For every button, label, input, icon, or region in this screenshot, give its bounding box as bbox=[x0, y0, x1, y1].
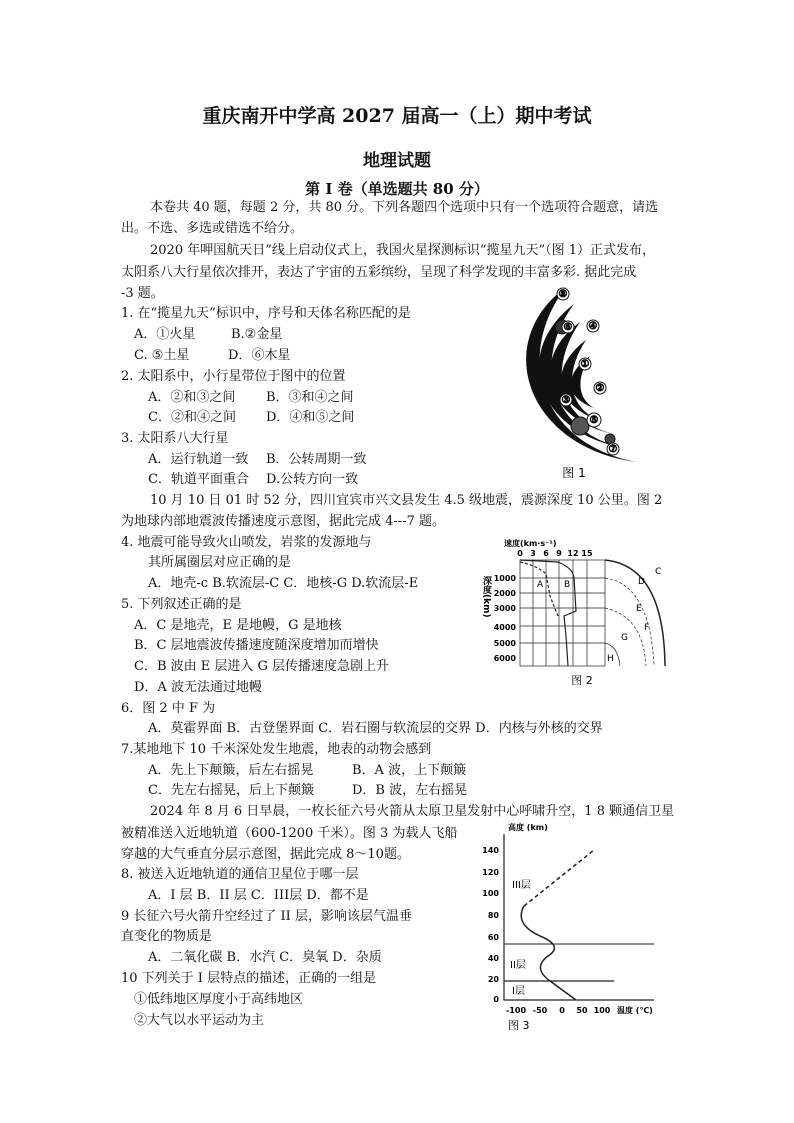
fig1-label-5: ⑤ bbox=[589, 415, 599, 426]
passage2-line-1: 10 月 10 日 01 时 52 分，四川宜宾市兴文县发生 4.5 级地震，震源深度 10 公里。图 2 bbox=[150, 493, 663, 508]
fig1-label-4: ④ bbox=[588, 321, 598, 332]
q3-stem: 3. 太阳系八大行星 bbox=[121, 431, 229, 446]
q5-option-b: B．C 层地震波传播速度随深度增加而增快 bbox=[134, 638, 379, 653]
q9-stem-2: 直变化的物质是 bbox=[121, 929, 213, 944]
passage1-line-3: -3 题。 bbox=[121, 286, 164, 301]
fig3-height-tick: 140 bbox=[482, 846, 499, 855]
page-title: 重庆南开中学高 2027 届高一（上）期中考试 bbox=[202, 105, 592, 127]
fig3-layer-1: I层 bbox=[512, 986, 525, 997]
fig2-layer-e: E bbox=[636, 604, 642, 614]
q3-option-c: C．轨道平面重合 bbox=[148, 472, 249, 487]
fig3-layer-3: III层 bbox=[512, 880, 531, 891]
q5-option-c: C．B 波由 E 层进入 G 层传播速度急剧上升 bbox=[134, 659, 390, 674]
figure-3-atmosphere-layers bbox=[474, 820, 660, 1034]
fig2-layer-c: C bbox=[655, 567, 662, 577]
q1-option-a: A．①火星 bbox=[134, 327, 196, 342]
fig3-temp-tick: -50 bbox=[532, 1006, 548, 1015]
fig3-temp-tick: 100 bbox=[593, 1006, 611, 1015]
q1-option-b: B.②金星 bbox=[231, 327, 283, 342]
q6-options: A．莫霍界面 B．古登堡界面 C．岩石圈与软流层的交界 D．内核与外核的交界 bbox=[148, 721, 603, 736]
figure-1-planet-logo bbox=[496, 282, 646, 482]
fig2-wave-b: B bbox=[564, 580, 571, 590]
q7-option-d: D．B 波，左右摇晃 bbox=[352, 783, 468, 798]
fig3-height-label: 高度 (km) bbox=[508, 823, 548, 832]
fig1-label-8: ⑧ bbox=[558, 289, 568, 300]
q6-stem: 6．图 2 中 F 为 bbox=[121, 701, 216, 716]
intro-line-2: 出。不选、多选或错选不给分。 bbox=[121, 221, 304, 236]
fig2-depth-tick: 2000 bbox=[493, 589, 516, 598]
fig2-depth-tick: 6000 bbox=[493, 654, 516, 663]
fig2-depth-tick: 1000 bbox=[493, 574, 516, 583]
fig2-speed-tick: 15 bbox=[581, 549, 593, 558]
section-title: 第 I 卷（单选题共 80 分） bbox=[305, 180, 489, 198]
q2-option-b: B．③和④之间 bbox=[266, 390, 354, 405]
fig1-caption: 图 1 bbox=[562, 466, 586, 480]
q10-stem: 10 下列关于 I 层特点的描述，正确的一组是 bbox=[121, 971, 377, 986]
q1-stem: 1. 在“揽星九天”标识中，序号和天体名称匹配的是 bbox=[121, 306, 411, 321]
q10-item-2: ②大气以水平运动为主 bbox=[134, 1013, 265, 1028]
fig2-speed-tick: 0 bbox=[517, 549, 523, 558]
fig2-wave-a: A bbox=[537, 580, 544, 590]
q1-option-c: C. ⑤土星 bbox=[134, 348, 190, 363]
passage2-line-2: 为地球内部地震波传播速度示意图，据此完成 4---7 题。 bbox=[121, 514, 445, 529]
fig1-label-2: ② bbox=[595, 383, 605, 394]
fig3-height-tick: 40 bbox=[487, 954, 499, 963]
fig2-speed-tick: 9 bbox=[556, 549, 562, 558]
q5-option-a: A．C 是地壳，E 是地幔，G 是地核 bbox=[134, 618, 342, 633]
fig3-height-tick: 0 bbox=[493, 995, 499, 1004]
q2-option-c: C．②和④之间 bbox=[148, 410, 236, 425]
fig2-layer-d: D bbox=[638, 577, 645, 587]
q4-options: A．地壳-c B.软流层-C C．地核-G D.软流层-E bbox=[148, 576, 419, 591]
passage1-line-2: 太阳系八大行星依次排开，表达了宇宙的五彩缤纷，呈现了科学发现的丰富多彩. 据此完成 bbox=[121, 265, 637, 280]
q7-option-c: C．先左右摇晃，后上下颠簸 bbox=[148, 783, 314, 798]
fig3-height-tick: 80 bbox=[487, 911, 499, 920]
fig2-speed-tick: 12 bbox=[567, 549, 579, 558]
fig3-temp-tick: 0 bbox=[559, 1006, 565, 1015]
fig3-caption: 图 3 bbox=[508, 1019, 530, 1032]
fig2-caption: 图 2 bbox=[571, 674, 593, 687]
intro-line-1: 本卷共 40 题，每题 2 分，共 80 分。下列各题四个选项中只有一个选项符合题意，请选 bbox=[150, 200, 659, 215]
q3-option-a: A．运行轨道一致 bbox=[148, 452, 249, 467]
passage3-line-2: 被精准送入近地轨道（600-1200 千米）。图 3 为载人飞船 bbox=[121, 826, 458, 841]
q2-stem: 2. 太阳系中，小行星带位于图中的位置 bbox=[121, 369, 346, 384]
fig2-depth-tick: 4000 bbox=[493, 623, 516, 632]
q3-option-b: B．公转周期一致 bbox=[266, 452, 367, 467]
fig3-height-tick: 120 bbox=[482, 868, 499, 877]
fig1-label-3: ③ bbox=[561, 395, 571, 406]
fig2-speed-tick: 6 bbox=[543, 549, 549, 558]
q7-option-b: B．A 波，上下颠簸 bbox=[352, 763, 467, 778]
fig2-speed-label: 速度(km·s⁻¹) bbox=[504, 539, 557, 548]
q7-option-a: A．先上下颠簸，后左右摇晃 bbox=[148, 763, 314, 778]
fig3-temp-label: 温度 (℃) bbox=[617, 1006, 653, 1015]
fig2-depth-label: 深度(km) bbox=[481, 576, 491, 618]
subject-title: 地理试题 bbox=[363, 151, 431, 171]
fig3-temp-tick: -100 bbox=[505, 1006, 527, 1015]
passage3-line-3: 穿越的大气垂直分层示意图，据此完成 8～10题。 bbox=[121, 847, 410, 862]
fig2-layer-g: G bbox=[621, 633, 628, 643]
q4-stem-1: 4. 地震可能导致火山喷发，岩浆的发源地与 bbox=[121, 535, 372, 550]
fig2-layer-h: H bbox=[607, 654, 614, 664]
fig3-layer-2: II层 bbox=[510, 960, 526, 971]
fig3-height-tick: 60 bbox=[487, 933, 499, 942]
fig1-label-6: ⑥ bbox=[563, 322, 573, 333]
fig1-label-7: ⑦ bbox=[608, 444, 618, 455]
q8-stem: 8. 被送入近地轨道的通信卫星位于哪一层 bbox=[121, 867, 359, 882]
fig2-depth-tick: 3000 bbox=[493, 604, 516, 613]
q2-option-a: A．②和③之间 bbox=[148, 390, 236, 405]
q3-option-d: D.公转方向一致 bbox=[266, 472, 359, 487]
fig3-temp-tick: 50 bbox=[576, 1006, 588, 1015]
fig3-height-tick: 100 bbox=[482, 889, 499, 898]
fig2-layer-f: F bbox=[644, 623, 650, 633]
q8-options: A．I 层 B．II 层 C．III层 D．都不是 bbox=[148, 888, 369, 903]
fig2-depth-tick: 5000 bbox=[493, 639, 516, 648]
q9-stem-1: 9 长征六号火箭升空经过了 II 层，影响该层气温垂 bbox=[121, 909, 412, 924]
q2-option-d: D．④和⑤之间 bbox=[266, 410, 355, 425]
q5-option-d: D．A 波无法通过地幔 bbox=[134, 680, 262, 695]
q1-option-d: D．⑥木星 bbox=[228, 348, 291, 363]
figure-2-seismic-waves bbox=[478, 536, 668, 688]
fig1-label-1: ① bbox=[580, 359, 590, 370]
q7-stem: 7.某地地下 10 千米深处发生地震，地表的动物会感到 bbox=[121, 742, 432, 757]
fig2-speed-tick: 3 bbox=[530, 549, 536, 558]
q5-stem: 5. 下列叙述正确的是 bbox=[121, 597, 242, 612]
q9-options: A．二氧化碳 B．水汽 C．臭氧 D．杂质 bbox=[148, 950, 382, 965]
passage3-line-1: 2024 年 8 月 6 日早晨，一枚长征六号火箭从太原卫星发射中心呼啸升空，1 8 颗通信卫星 bbox=[150, 804, 675, 819]
passage1-line-1: 2020 年呷国航天日”线上启动仪式上，我国火星探测标识“揽星九天”（图 1）正式发布， bbox=[150, 243, 656, 258]
fig3-height-tick: 20 bbox=[487, 975, 499, 984]
q4-stem-2: 其所属圈层对应正确的是 bbox=[148, 555, 292, 570]
q10-item-1: ①低纬地区厚度小于高纬地区 bbox=[134, 992, 304, 1007]
